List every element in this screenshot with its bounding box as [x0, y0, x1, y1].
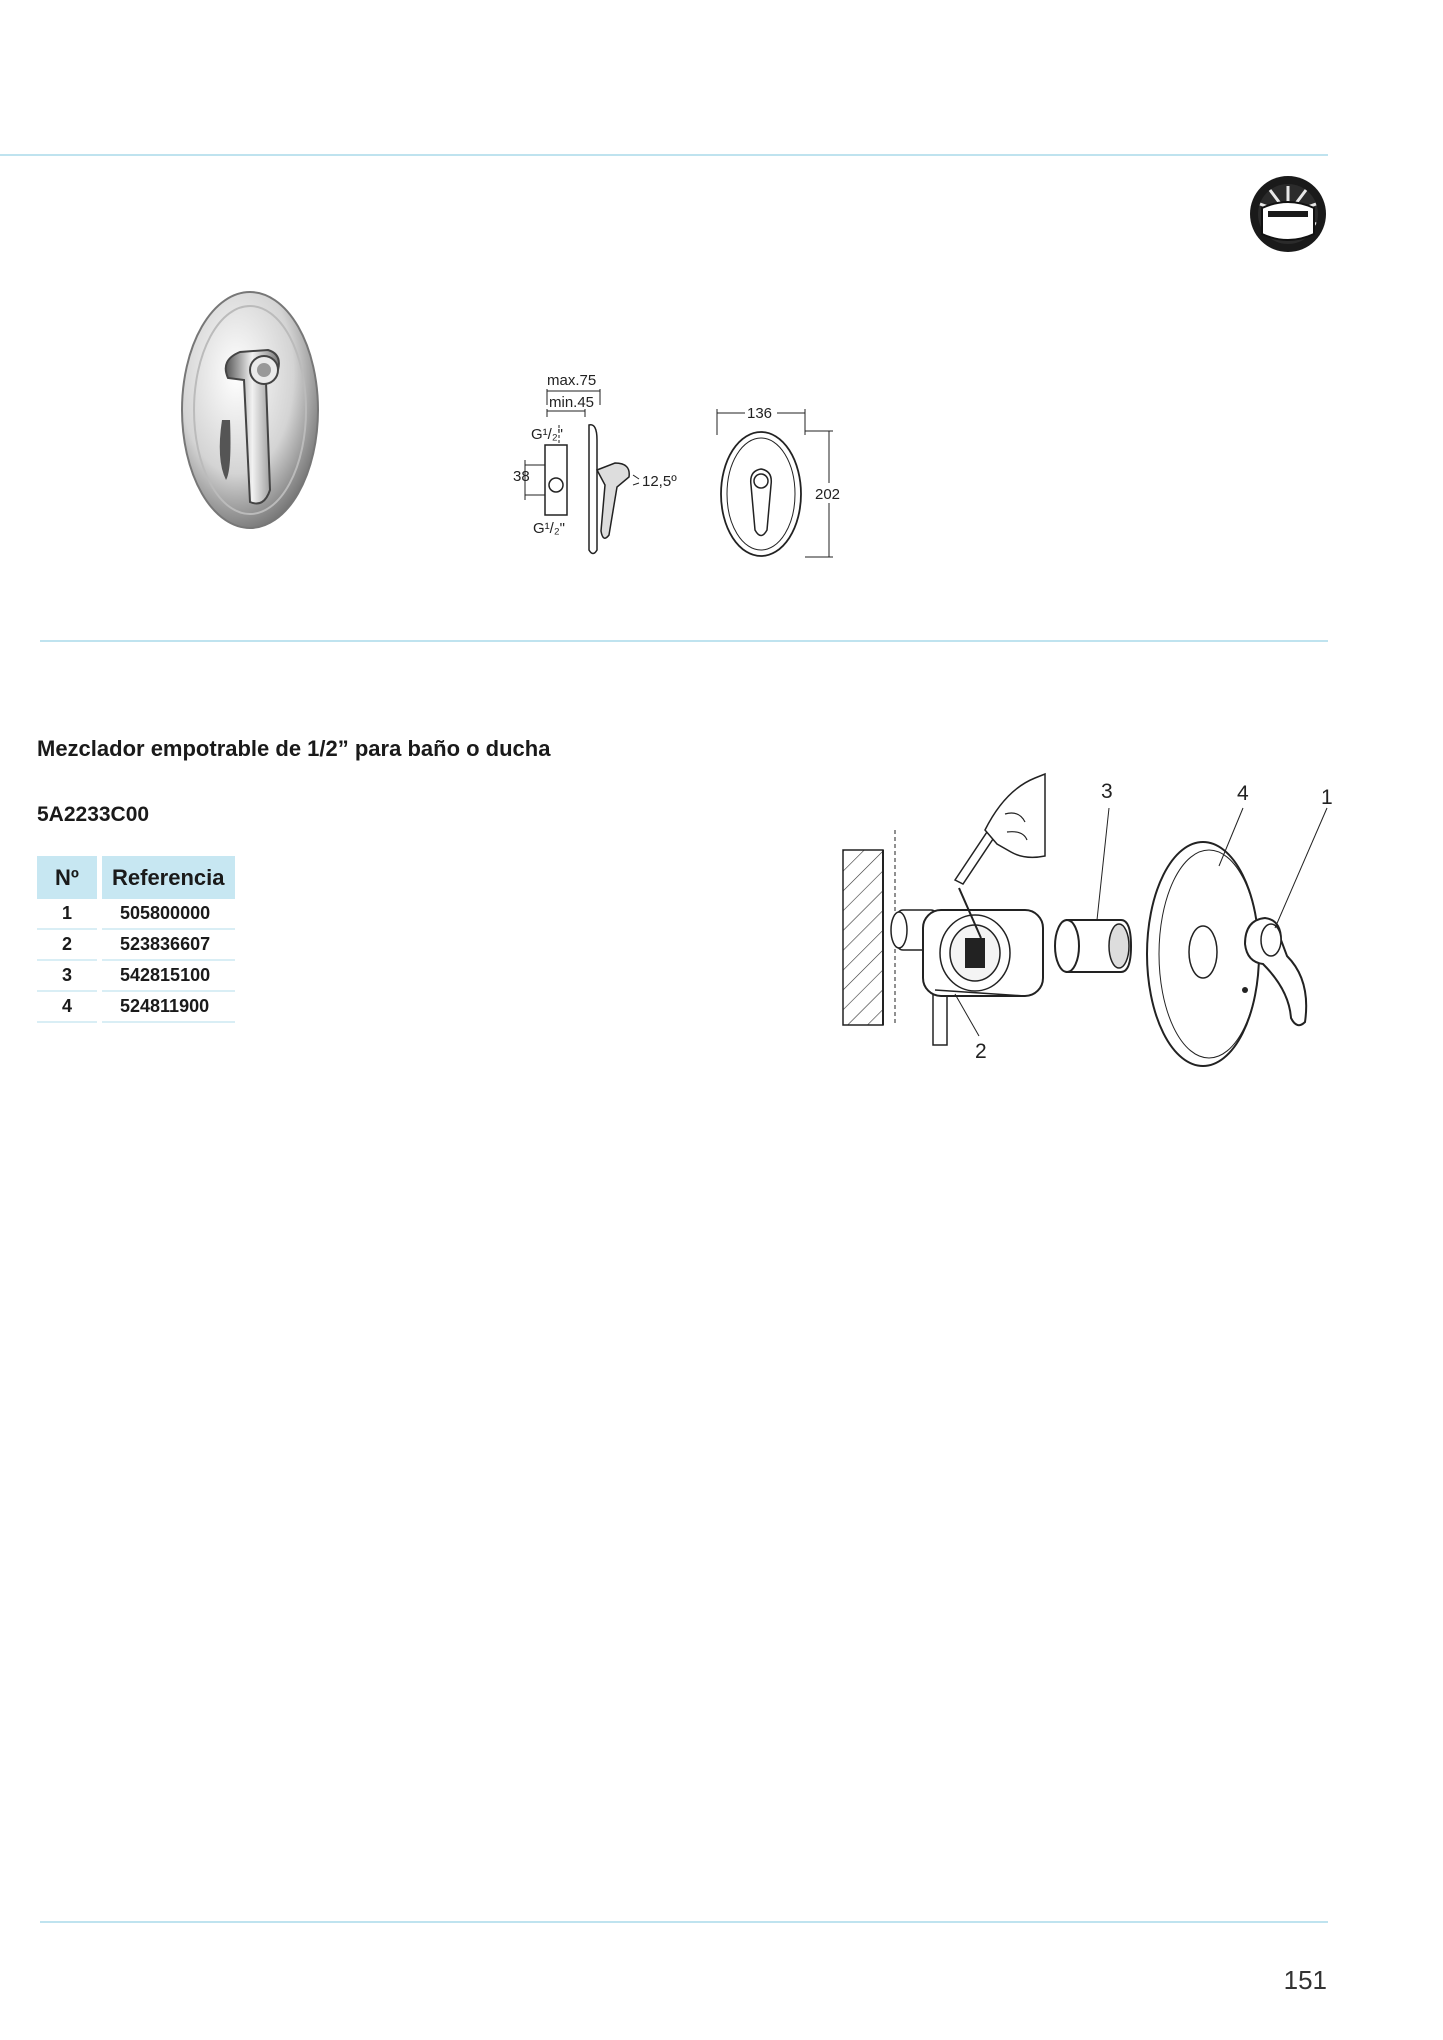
dim-depth: 38 [513, 468, 530, 485]
product-photo [160, 270, 340, 550]
parts-table [32, 856, 240, 1023]
dim-thread-bottom: G¹/₂" [533, 520, 565, 537]
table-row [37, 992, 235, 1023]
callout-4: 4 [1237, 782, 1249, 805]
header-reference: Referencia [102, 856, 235, 899]
callout-1: 1 [1321, 786, 1333, 809]
row-number: 3 [37, 961, 97, 992]
table-row [37, 899, 235, 930]
callout-3: 3 [1101, 780, 1113, 803]
middle-rule [40, 640, 1328, 642]
callout-2: 2 [975, 1040, 987, 1063]
dim-height: 202 [815, 486, 841, 503]
product-code: 5A2233C00 [37, 803, 150, 826]
row-number: 4 [37, 992, 97, 1023]
header-number: Nº [37, 856, 97, 899]
top-rule [0, 154, 1328, 156]
front-view-drawing [705, 395, 855, 570]
product-title: Mezclador empotrable de 1/2” para baño o ducha [37, 736, 551, 761]
dim-max: max.75 [547, 372, 597, 389]
row-reference: 523836607 [102, 930, 235, 961]
page-number: 151 [1283, 1965, 1327, 1995]
row-reference: 505800000 [102, 899, 235, 930]
dim-width: 136 [747, 405, 773, 422]
exploded-diagram [835, 760, 1340, 1080]
row-number: 1 [37, 899, 97, 930]
bottom-rule [40, 1921, 1328, 1923]
row-number: 2 [37, 930, 97, 961]
table-row [37, 961, 235, 992]
shower-category-icon [1248, 174, 1328, 254]
dim-angle: 12,5º [642, 473, 677, 490]
row-reference: 524811900 [102, 992, 235, 1023]
side-view-drawing [505, 365, 685, 565]
dim-min: min.45 [549, 394, 595, 411]
dim-thread-top: G¹/₂" [531, 426, 563, 443]
table-row [37, 930, 235, 961]
row-reference: 542815100 [102, 961, 235, 992]
